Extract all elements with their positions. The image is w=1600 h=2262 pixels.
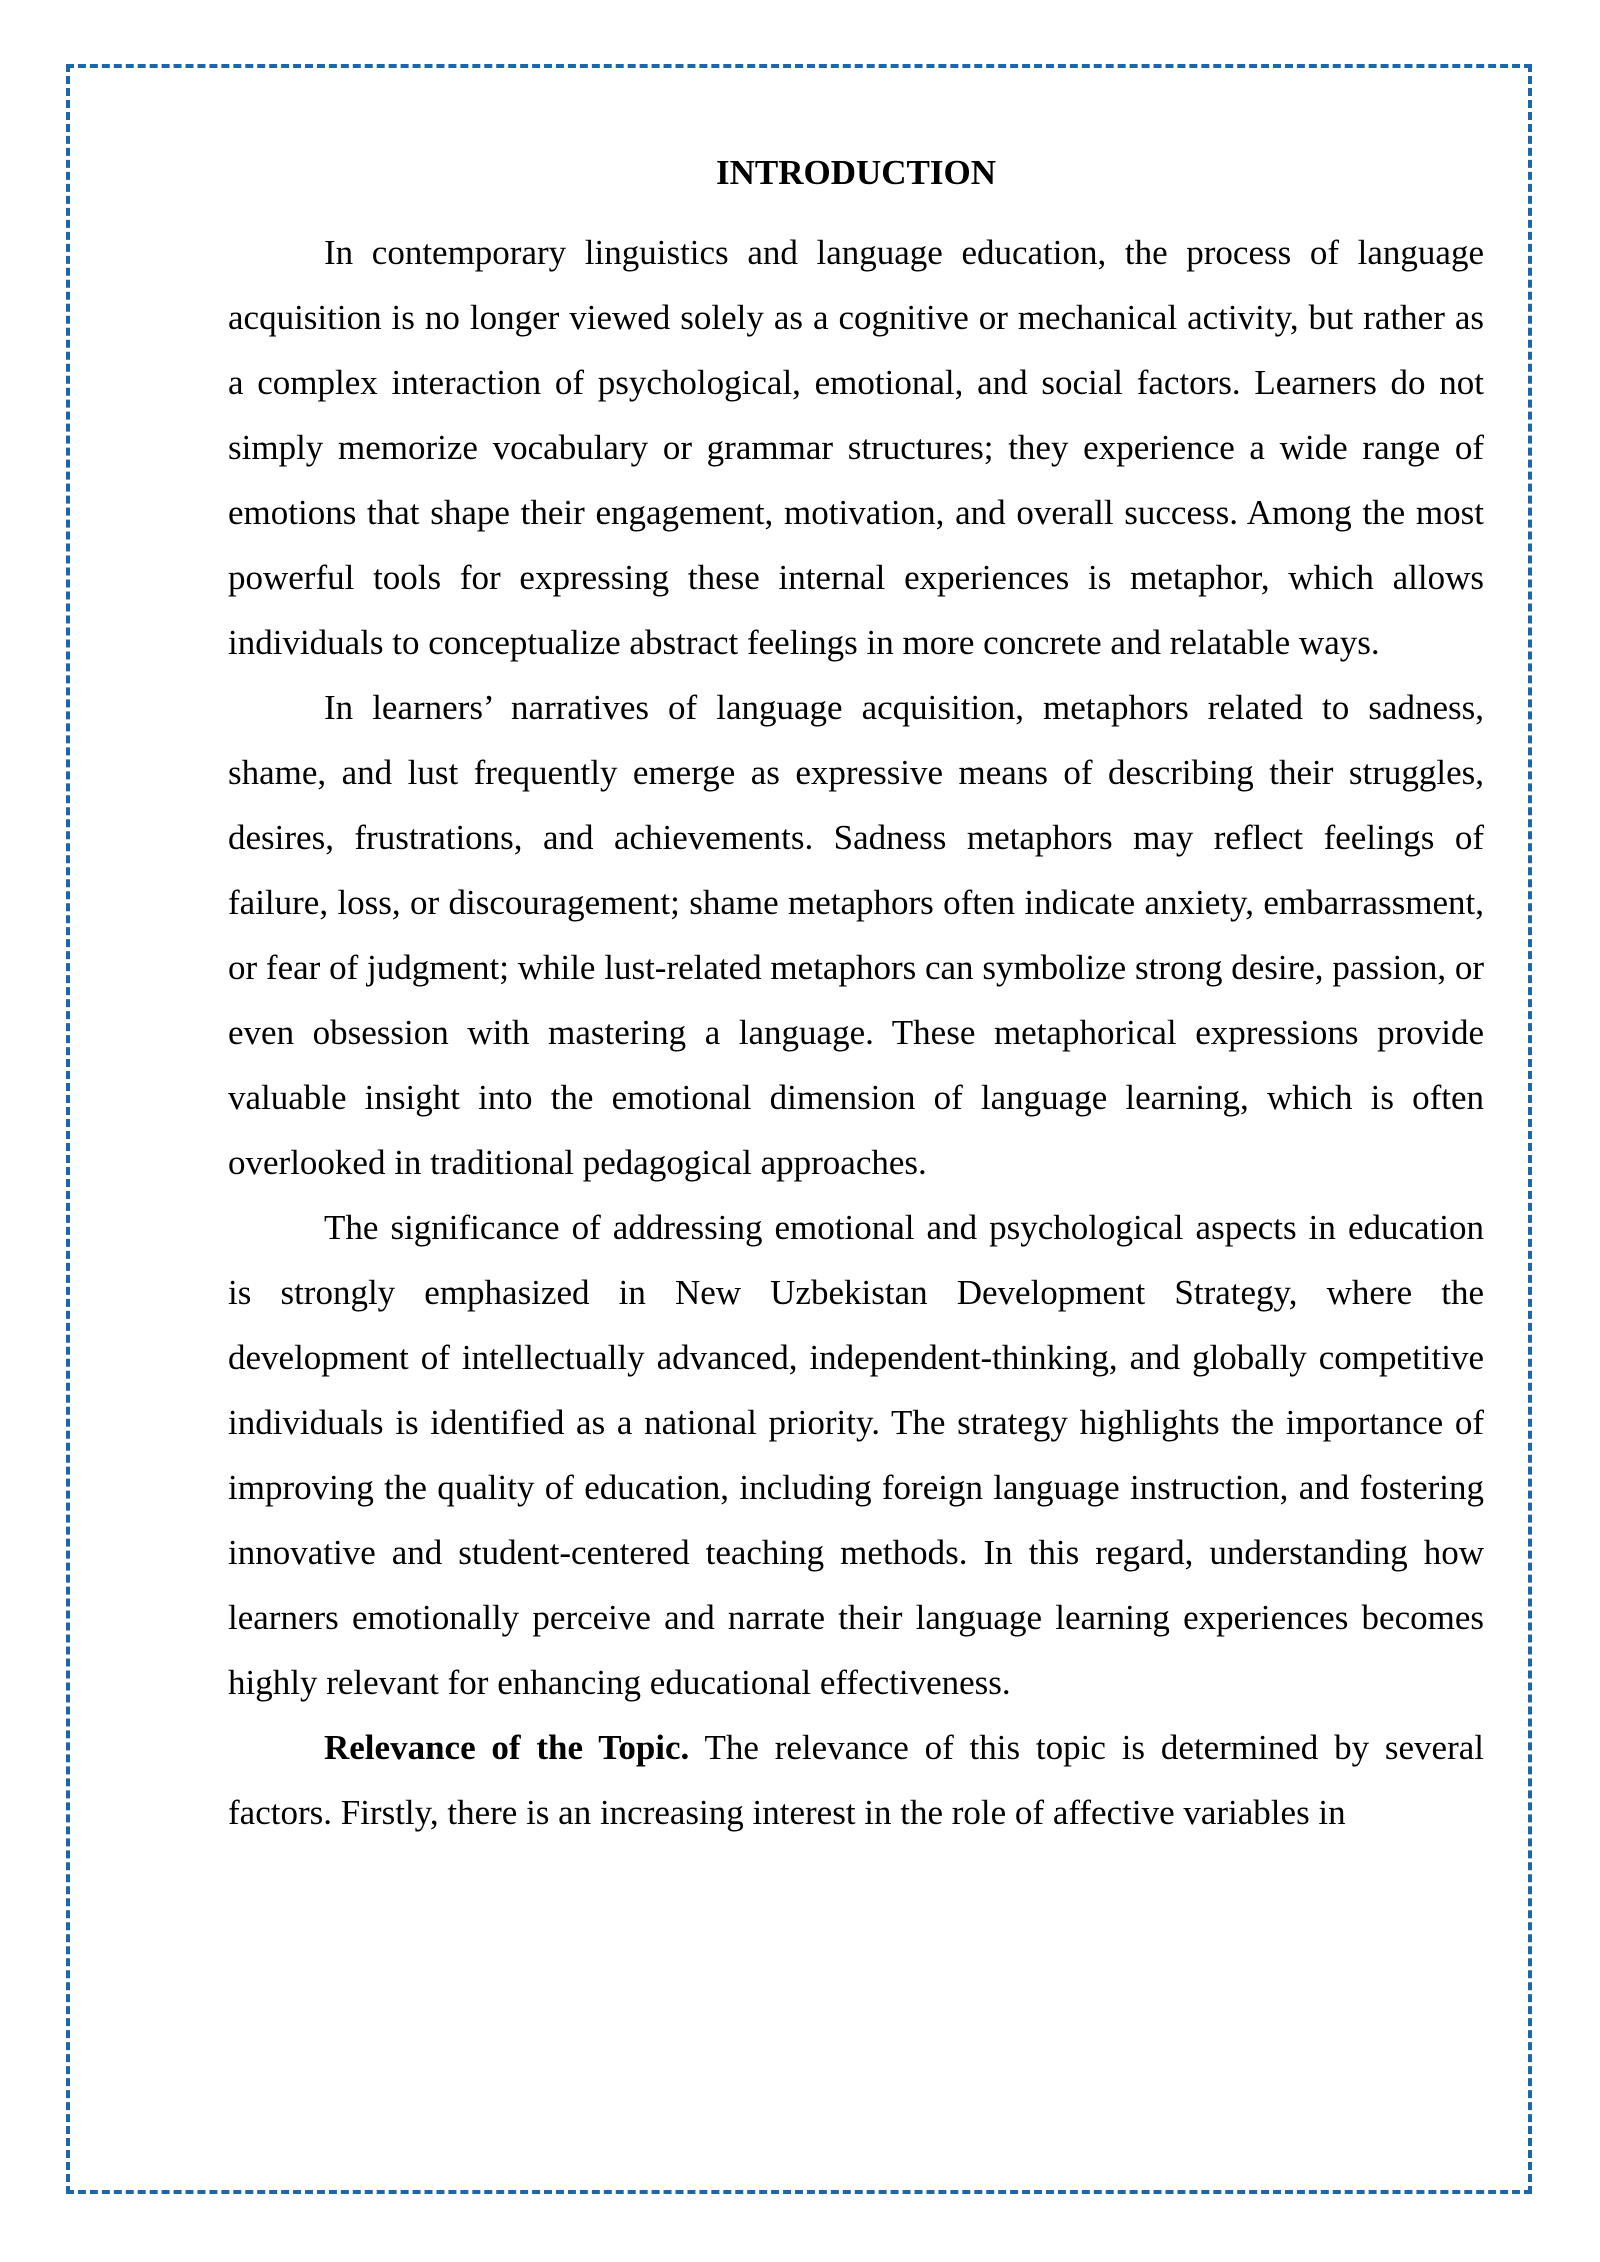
- relevance-heading: Relevance of the Topic.: [324, 1728, 690, 1767]
- paragraph-4-text: The relevance of this topic is determined by several factors. Firstly, there is an increasing interest in the role of affective variables in: [228, 1728, 1484, 1832]
- section-title: INTRODUCTION: [715, 153, 997, 192]
- paragraph-2: In learners’ narratives of language acquisition, metaphors related to sadness, shame, and lust frequently emerge as expressive means of describing their struggles, desires, frustrations, and achievements. Sadness metaphors may reflect feelings of failure, loss, or discouragement; shame metaphors often indicate anxiety, embarrassment, or fear of judgment; while lust-related metaphors can symbolize strong desire, passion, or even obsession with mastering a language. These metaphorical expressions provide valuable insight into the emotional dimension of language learning, which is often overlooked in traditional pedagogical approaches.: [228, 688, 1484, 1182]
- paragraph-4: [228, 1715, 1484, 1845]
- paragraph-1: In contemporary linguistics and language education, the process of language acquisition is no longer viewed solely as a cognitive or mechanical activity, but rather as a complex interaction of psychological, emotional, and social factors. Learners do not simply memorize vocabulary or grammar structures; they experience a wide range of emotions that shape their engagement, motivation, and overall success. Among the most powerful tools for expressing these internal experiences is metaphor, which allows individuals to conceptualize abstract feelings in more concrete and relatable ways.: [228, 233, 1484, 662]
- document-body: [228, 148, 1484, 1845]
- paragraph-3: The significance of addressing emotional and psychological aspects in education is strongly emphasized in New Uzbekistan Development Strategy, where the development of intellectually advanced, independent-thinking, and globally competitive individuals is identified as a national priority. The strategy highlights the importance of improving the quality of education, including foreign language instruction, and fostering innovative and student-centered teaching methods. In this regard, understanding how learners emotionally perceive and narrate their language learning experiences becomes highly relevant for enhancing educational effectiveness.: [228, 1208, 1484, 1702]
